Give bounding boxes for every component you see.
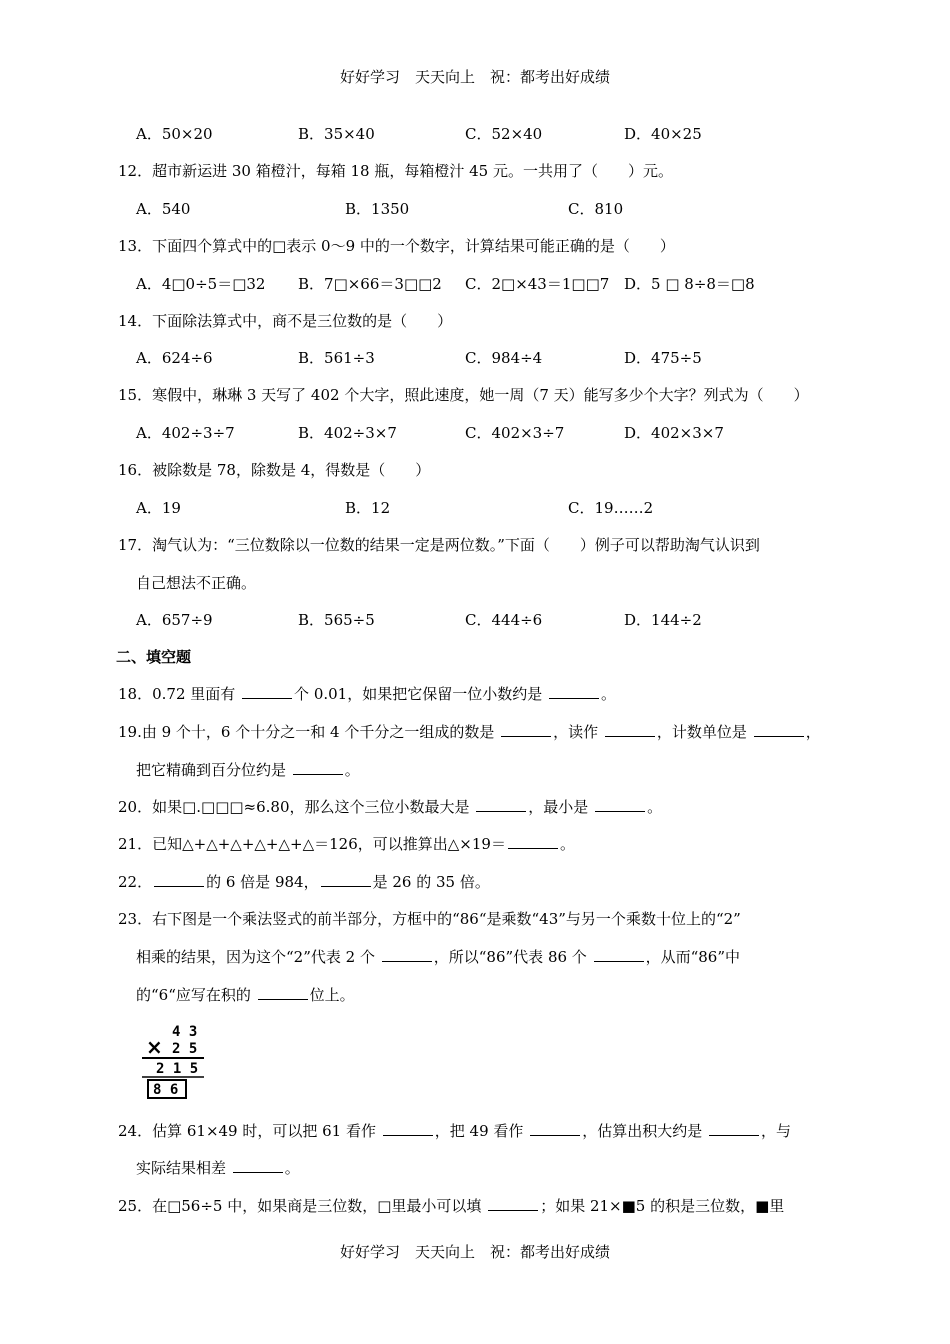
q23-text-c: ，从而“86”中 (645, 948, 741, 966)
q20-text-b: ，最小是 (528, 798, 589, 816)
q14-stem: 14．下面除法算式中，商不是三位数的是（ ） (118, 312, 453, 330)
q23-text-d: 的“6“应写在积的 (136, 986, 251, 1004)
q19-text-a: 19.由 9 个十，6 个十分之一和 4 个千分之一组成的数是 (118, 723, 495, 741)
q24-text-f: 。 (284, 1159, 300, 1177)
q20-text-c: 。 (647, 798, 663, 816)
q15-stem: 15．寒假中，琳琳 3 天写了 402 个大字，照此速度，她一周（7 天）能写多少个大字？列式为（ ） (118, 386, 809, 404)
q23-line3 (136, 985, 355, 1005)
q12-option-a: A．540 (136, 200, 191, 218)
q15-option-d: D．402×3×7 (624, 424, 724, 442)
q21 (118, 834, 575, 854)
q11-option-b: B．35×40 (298, 125, 375, 143)
q23-blank-3[interactable] (258, 985, 308, 1000)
q11-option-c: C．52×40 (465, 125, 543, 143)
q23-text-e: 位上。 (309, 986, 355, 1004)
q18 (118, 684, 616, 704)
q24-text-e: 实际结果相差 (136, 1159, 227, 1177)
multiplication-figure (140, 1022, 208, 1100)
q15-option-a: A．402÷3÷7 (136, 424, 235, 442)
page-header: 好好学习 天天向上 祝：都考出好成绩 (339, 68, 610, 86)
page-footer: 好好学习 天天向上 祝：都考出好成绩 (339, 1243, 610, 1261)
q14-option-c: C．984÷4 (465, 349, 543, 367)
q21-text-b: 。 (559, 835, 575, 853)
q24-text-d: ，与 (760, 1122, 791, 1140)
q19-text-d: ， (805, 723, 821, 741)
q19-line2 (136, 760, 360, 780)
q24-blank-3[interactable] (709, 1121, 759, 1136)
q23-line2 (136, 947, 740, 967)
q20-blank-2[interactable] (595, 797, 645, 812)
q17-option-b: B．565÷5 (298, 611, 375, 629)
q19-text-e: 把它精确到百分位约是 (136, 761, 287, 779)
q14-option-d: D．475÷5 (624, 349, 702, 367)
q11-option-d: D．40×25 (624, 125, 702, 143)
q18-text-a: 18．0.72 里面有 (118, 685, 236, 703)
q21-text-a: 21．已知△+△+△+△+△+△＝126，可以推算出△×19＝ (118, 835, 506, 853)
q22-text-a: 22． (118, 873, 153, 891)
section-title-fill-in: 二、填空题 (116, 648, 192, 666)
q14-option-a: A．624÷6 (136, 349, 213, 367)
q13-option-c: C．2□×43＝1□□7 (465, 275, 610, 293)
q11-option-a: A．50×20 (136, 125, 213, 143)
q22-text-c: 是 26 的 35 倍。 (372, 873, 490, 891)
q20-text-a: 20．如果□.□□□≈6.80，那么这个三位小数最大是 (118, 798, 470, 816)
q18-text-b: 个 0.01，如果把它保留一位小数约是 (294, 685, 543, 703)
q12-option-b: B．1350 (345, 200, 410, 218)
q16-option-c: C．19……2 (568, 499, 654, 517)
q16-option-b: B．12 (345, 499, 391, 517)
q23-text-b: ，所以“86”代表 86 个 (433, 948, 587, 966)
fig-boxed-value: 8 6 (153, 1082, 179, 1098)
q13-option-a: A．4□0÷5＝□32 (136, 275, 266, 293)
q22-blank-1[interactable] (154, 872, 204, 887)
q24-text-b: ，把 49 看作 (434, 1122, 524, 1140)
q13-stem: 13．下面四个算式中的□表示 0～9 中的一个数字，计算结果可能正确的是（ ） (118, 237, 675, 255)
q19-blank-2[interactable] (605, 722, 655, 737)
q24-line1 (118, 1121, 791, 1141)
q15-option-c: C．402×3÷7 (465, 424, 565, 442)
q22-text-b: 的 6 倍是 984， (206, 873, 319, 891)
q17-stem-line1: 17．淘气认为：“三位数除以一位数的结果一定是两位数。”下面（ ）例子可以帮助淘气认识到 (118, 536, 760, 554)
q16-stem: 16．被除数是 78，除数是 4，得数是（ ） (118, 461, 431, 479)
q23-blank-2[interactable] (594, 947, 644, 962)
q19-text-b: ，读作 (553, 723, 599, 741)
fig-multiply-sign: × (146, 1035, 163, 1059)
q19-text-f: 。 (344, 761, 360, 779)
q12-option-c: C．810 (568, 200, 624, 218)
q24-text-c: ，估算出积大约是 (582, 1122, 703, 1140)
q24-blank-2[interactable] (530, 1121, 580, 1136)
q25-text-b: ；如果 21×■5 的积是三位数，■里 (540, 1197, 785, 1215)
q19-blank-1[interactable] (501, 722, 551, 737)
q13-option-d: D．5 □ 8÷8＝□8 (624, 275, 755, 293)
q19-text-c: ，计数单位是 (656, 723, 747, 741)
q18-text-c: 。 (601, 685, 617, 703)
q13-option-b: B．7□×66＝3□□2 (298, 275, 442, 293)
q18-blank-2[interactable] (549, 684, 599, 699)
q24-blank-1[interactable] (383, 1121, 433, 1136)
q24-text-a: 24．估算 61×49 时，可以把 61 看作 (118, 1122, 376, 1140)
q17-option-a: A．657÷9 (136, 611, 213, 629)
q18-blank-1[interactable] (242, 684, 292, 699)
q22-blank-2[interactable] (321, 872, 371, 887)
q15-option-b: B．402÷3×7 (298, 424, 397, 442)
q17-stem-line2: 自己想法不正确。 (136, 574, 257, 592)
q23-line1: 23．右下图是一个乘法竖式的前半部分，方框中的“86“是乘数“43”与另一个乘数十位上的“2” (118, 910, 741, 928)
q20 (118, 797, 662, 817)
fig-row2: 2 5 (172, 1041, 198, 1057)
q19-line1 (118, 722, 821, 742)
fig-row1: 4 3 (172, 1024, 198, 1040)
q17-option-d: D．144÷2 (624, 611, 702, 629)
q16-option-a: A．19 (136, 499, 181, 517)
q20-blank-1[interactable] (476, 797, 526, 812)
q19-blank-4[interactable] (293, 760, 343, 775)
q23-text-a: 相乘的结果，因为这个“2”代表 2 个 (136, 948, 375, 966)
q12-stem: 12．超市新运进 30 箱橙汁，每箱 18 瓶，每箱橙汁 45 元。一共用了（ ）元。 (118, 162, 673, 180)
q19-blank-3[interactable] (754, 722, 804, 737)
q23-blank-1[interactable] (382, 947, 432, 962)
q21-blank-1[interactable] (508, 834, 558, 849)
q25-blank-1[interactable] (488, 1196, 538, 1211)
fig-row3: 2 1 5 (156, 1061, 199, 1077)
q24-blank-4[interactable] (233, 1158, 283, 1173)
q25 (118, 1196, 784, 1216)
q25-text-a: 25．在□56÷5 中，如果商是三位数，□里最小可以填 (118, 1197, 482, 1215)
q24-line2 (136, 1158, 300, 1178)
q22 (118, 872, 490, 892)
q14-option-b: B．561÷3 (298, 349, 375, 367)
q17-option-c: C．444÷6 (465, 611, 543, 629)
